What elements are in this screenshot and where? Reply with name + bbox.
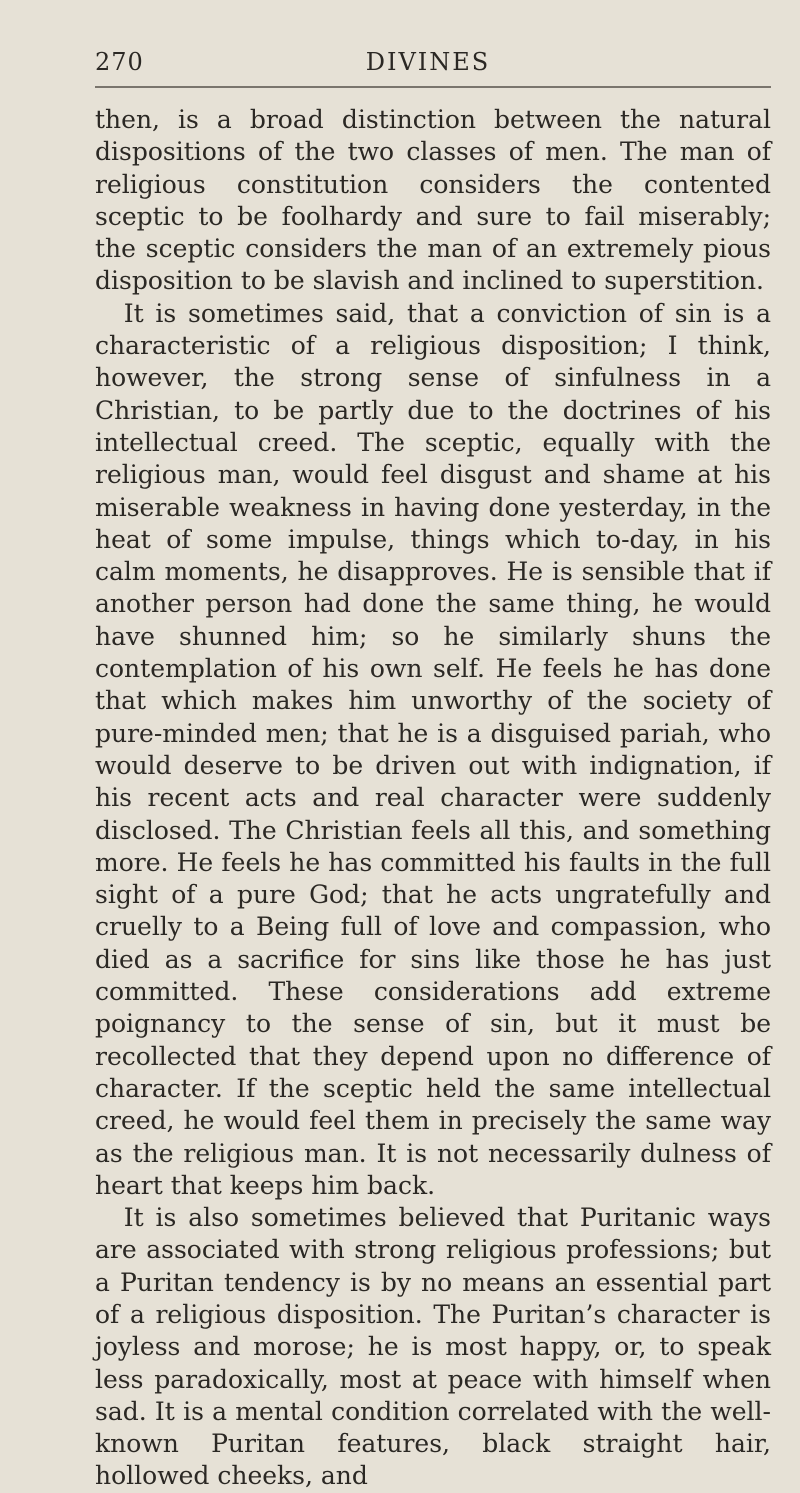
running-head <box>95 48 771 84</box>
page-number: 270 <box>95 48 144 76</box>
paragraph-puritanic-ways: It is also sometimes believed that Puritanic ways are associated with strong religious professions; but a Puritan tendency is by no means an essential part of a religious disposition. The Puritan’s character is joyless and morose; he is most happy, or, to speak less paradoxically, most at peace with himself when sad. It is a mental condition correlated with the well-known Puritan features, black straight hair, hollowed cheeks, and <box>95 1203 771 1491</box>
header-rule <box>95 86 771 88</box>
running-title: DIVINES <box>365 48 491 76</box>
paragraph-conviction-of-sin: It is sometimes said, that a conviction of sin is a characteristic of a religious disposition; I think, however, the strong sense of sinfulness in a Christian, to be partly due to the doctrines of his intellectual creed. The sceptic, equally with the religious man, would feel disgust and shame at his miserable weakness in having done yesterday, in the heat of some impulse, things which to-day, in his calm moments, he disapproves. He is sensible that if another person had done the same thing, he would have shunned him; so he similarly shuns the contemplation of his own self. He feels he has done that which makes him unworthy of the society of pure-minded men; that he is a disguised pariah, who would deserve to be driven out with indignation, if his recent acts and real character were suddenly disclosed. The Christian feels all this, and something more. He feels he has committed his faults in the full sight of a pure God; that he acts ungratefully and cruelly to a Being full of love and compassion, who died as a sacrifice for sins like those he has just committed. These considerations add extreme poignancy to the sense of sin, but it must be recollected that they depend upon no difference of character. If the sceptic held the same intellectual creed, he would feel them in precisely the same way as the religious man. It is not necessarily dulness of heart that keeps him back. <box>95 298 771 1200</box>
body-text <box>95 104 771 1493</box>
paragraph-continued: then, is a broad distinction between the natural dispositions of the two classes of men. The man of religious constitution considers the contented sceptic to be foolhardy and sure to fail miserably; the sceptic considers the man of an extremely pious disposition to be slavish and inclined to superstition. <box>95 105 771 296</box>
